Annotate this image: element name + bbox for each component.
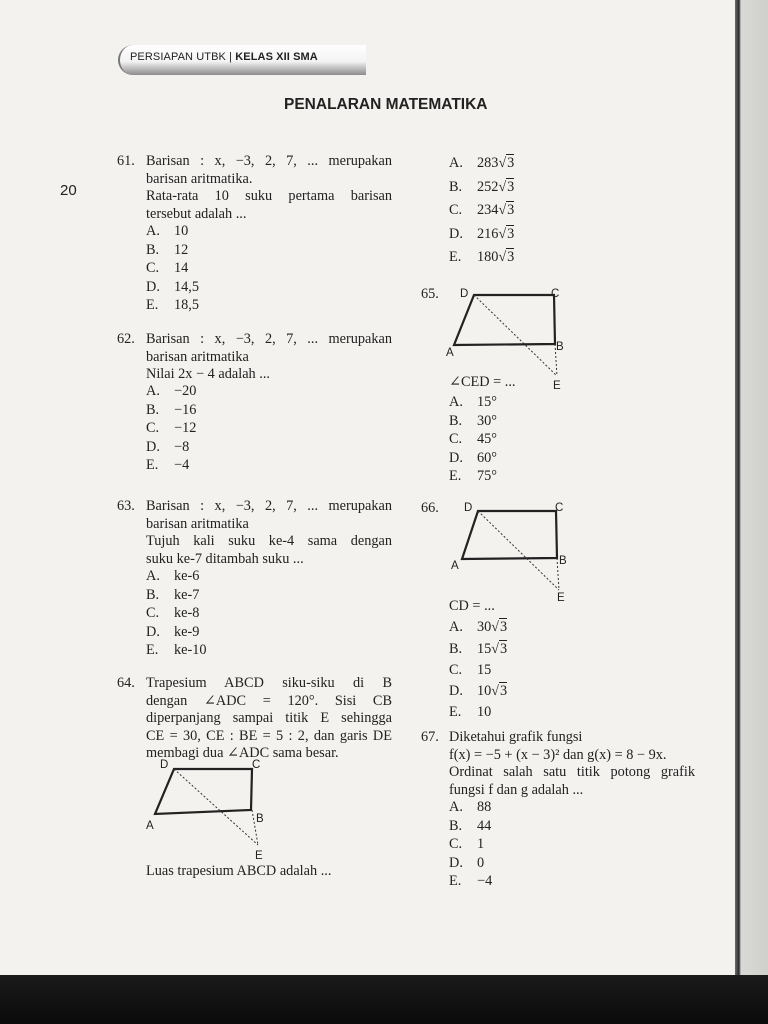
q62-option-e[interactable]: E. −4 — [146, 457, 190, 474]
q63-stem — [146, 498, 392, 568]
q64-question: Luas trapesium ABCD adalah ... — [146, 863, 332, 879]
q66-options — [449, 617, 507, 723]
q65-option-b[interactable]: B. 30° — [449, 412, 498, 429]
q64-label-a: A — [146, 820, 154, 832]
q67-line-4: fungsi f dan g adalah ... — [449, 781, 584, 798]
sqrt-icon: √3 — [491, 640, 508, 657]
sqrt-icon: √3 — [491, 619, 508, 635]
q64-label-d: D — [160, 759, 169, 771]
q61-options — [146, 222, 199, 315]
q65-line-de — [474, 295, 557, 376]
q64-line-4: CE = 30, CE : BE = 5 : 2, dan garis DE — [146, 727, 392, 744]
q66-trapezoid-shape — [462, 511, 557, 559]
q66-trapezoid-diagram — [446, 498, 581, 604]
q61-option-c[interactable]: C. 14 — [146, 260, 189, 277]
q61-line-2: barisan aritmatika. — [146, 170, 253, 187]
q62-option-b[interactable]: B. −16 — [146, 401, 197, 418]
q64-line-2: dengan ∠ADC = 120°. Sisi CB — [146, 692, 392, 709]
q66-option-c[interactable]: C. 15 — [449, 662, 492, 678]
q62-line-1: Barisan : x, −3, 2, 7, ... merupakan — [146, 331, 392, 347]
header-series: PERSIAPAN UTBK — [130, 51, 226, 63]
q64-option-c[interactable]: C. 234 √3 — [449, 199, 514, 223]
q65-label-c: C — [551, 288, 560, 300]
q61-option-d[interactable]: D. 14,5 — [146, 278, 200, 295]
q65-label-d: D — [460, 288, 469, 300]
header-grade: KELAS XII SMA — [235, 51, 318, 63]
q61-number: 61. — [117, 153, 135, 169]
q67-option-a[interactable]: A. 88 — [449, 799, 492, 815]
q65-label-a: A — [446, 347, 454, 359]
q66-label-e: E — [557, 592, 565, 604]
q61-line-4: tersebut adalah ... — [146, 205, 247, 222]
sqrt-icon: √3 — [498, 178, 515, 195]
q67-line-2: f(x) = −5 + (x − 3)² dan g(x) = 8 − 9x. — [449, 746, 667, 763]
q66-label-d: D — [464, 502, 473, 514]
q64-option-a[interactable]: A. 283 √3 — [449, 152, 514, 176]
q63-line-1: Barisan : x, −3, 2, 7, ... merupakan — [146, 498, 392, 514]
q64-line-3: diperpanjang sampai titik E sehingga — [146, 710, 392, 726]
q62-option-a[interactable]: A. −20 — [146, 383, 197, 399]
q65-options — [449, 393, 497, 486]
q67-option-e[interactable]: E. −4 — [449, 873, 493, 890]
q62-option-c[interactable]: C. −12 — [146, 420, 197, 437]
q65-trapezoid-shape — [454, 295, 555, 345]
q67-line-1: Diketahui grafik fungsi — [449, 729, 583, 745]
q61-option-a[interactable]: A. 10 — [146, 223, 189, 239]
q64-option-d[interactable]: D. 216 √3 — [449, 223, 514, 247]
q63-option-a[interactable]: A. ke-6 — [146, 568, 200, 584]
q64-stem — [146, 675, 392, 763]
q67-number: 67. — [421, 729, 439, 745]
q64-option-b[interactable]: B. 252 √3 — [449, 176, 514, 200]
q67-stem — [449, 729, 695, 799]
q64-option-e[interactable]: E. 180 √3 — [449, 246, 514, 270]
section-title: PENALARAN MATEMATIKA — [284, 96, 488, 113]
q64-label-e: E — [255, 850, 263, 862]
q66-line-de — [478, 511, 559, 590]
q64-trapezoid-shape — [155, 769, 252, 814]
q66-number: 66. — [421, 500, 439, 516]
q63-line-3: Tujuh kali suku ke-4 sama dengan — [146, 533, 392, 549]
q66-option-d[interactable]: D. 10 √3 — [449, 681, 507, 703]
q64-line-1: Trapesium ABCD siku-siku di B — [146, 675, 392, 691]
q65-option-a[interactable]: A. 15° — [449, 394, 498, 410]
q66-label-c: C — [555, 502, 564, 514]
sqrt-icon: √3 — [491, 682, 508, 699]
q67-line-3: Ordinat salah satu titik potong grafik — [449, 764, 695, 780]
q63-options — [146, 567, 207, 660]
q64-line-de — [174, 769, 258, 845]
q67-option-c[interactable]: C. 1 — [449, 836, 485, 853]
q63-number: 63. — [117, 498, 135, 514]
q67-option-b[interactable]: B. 44 — [449, 817, 492, 834]
q64-label-c: C — [252, 759, 261, 771]
q63-line-4: suku ke-7 ditambah suku ... — [146, 550, 304, 567]
q66-option-a[interactable]: A. 30 √3 — [449, 617, 507, 639]
q66-label-b: B — [559, 555, 567, 567]
q63-option-e[interactable]: E. ke-10 — [146, 642, 207, 659]
q65-question: ∠CED = ... — [449, 374, 516, 390]
q65-option-e[interactable]: E. 75° — [449, 468, 498, 485]
page-number: 20 — [60, 182, 77, 199]
sqrt-icon: √3 — [498, 225, 515, 242]
q62-option-d[interactable]: D. −8 — [146, 438, 190, 455]
q63-option-b[interactable]: B. ke-7 — [146, 586, 200, 603]
header-text — [130, 51, 318, 63]
q63-option-c[interactable]: C. ke-8 — [146, 605, 200, 622]
q66-option-e[interactable]: E. 10 — [449, 704, 492, 720]
q65-label-b: B — [556, 341, 564, 353]
q65-number: 65. — [421, 286, 439, 302]
q65-option-c[interactable]: C. 45° — [449, 431, 498, 448]
q63-option-d[interactable]: D. ke-9 — [146, 623, 200, 640]
sqrt-icon: √3 — [498, 249, 515, 265]
q64-options — [449, 152, 514, 270]
q67-option-d[interactable]: D. 0 — [449, 854, 485, 871]
q63-line-2: barisan aritmatika — [146, 515, 249, 532]
header-separator: | — [229, 51, 233, 63]
q62-options — [146, 382, 196, 475]
q62-stem — [146, 331, 392, 384]
scan-bottom-shadow — [0, 975, 768, 1024]
q65-label-e: E — [553, 380, 561, 392]
q67-options — [449, 798, 492, 891]
q61-option-b[interactable]: B. 12 — [146, 241, 189, 258]
q65-option-d[interactable]: D. 60° — [449, 449, 498, 466]
q61-stem — [146, 153, 392, 223]
q62-number: 62. — [117, 331, 135, 347]
q62-line-3: Nilai 2x − 4 adalah ... — [146, 366, 270, 382]
q61-option-e[interactable]: E. 18,5 — [146, 297, 200, 314]
q61-line-1: Barisan : x, −3, 2, 7, ... merupakan — [146, 153, 392, 169]
q66-option-b[interactable]: B. 15 √3 — [449, 639, 507, 661]
q64-label-b: B — [256, 813, 264, 825]
book-spine-edge — [735, 0, 768, 975]
sqrt-icon: √3 — [498, 155, 515, 171]
q64-trapezoid-diagram — [140, 752, 280, 864]
q66-label-a: A — [451, 560, 459, 572]
q64-line-5: membagi dua ∠ADC sama besar. — [146, 745, 339, 761]
q62-line-2: barisan aritmatika — [146, 348, 249, 365]
q64-number: 64. — [117, 675, 135, 691]
q66-question: CD = ... — [449, 598, 495, 614]
sqrt-icon: √3 — [498, 202, 515, 218]
q61-line-3: Rata-rata 10 suku pertama barisan — [146, 188, 392, 204]
